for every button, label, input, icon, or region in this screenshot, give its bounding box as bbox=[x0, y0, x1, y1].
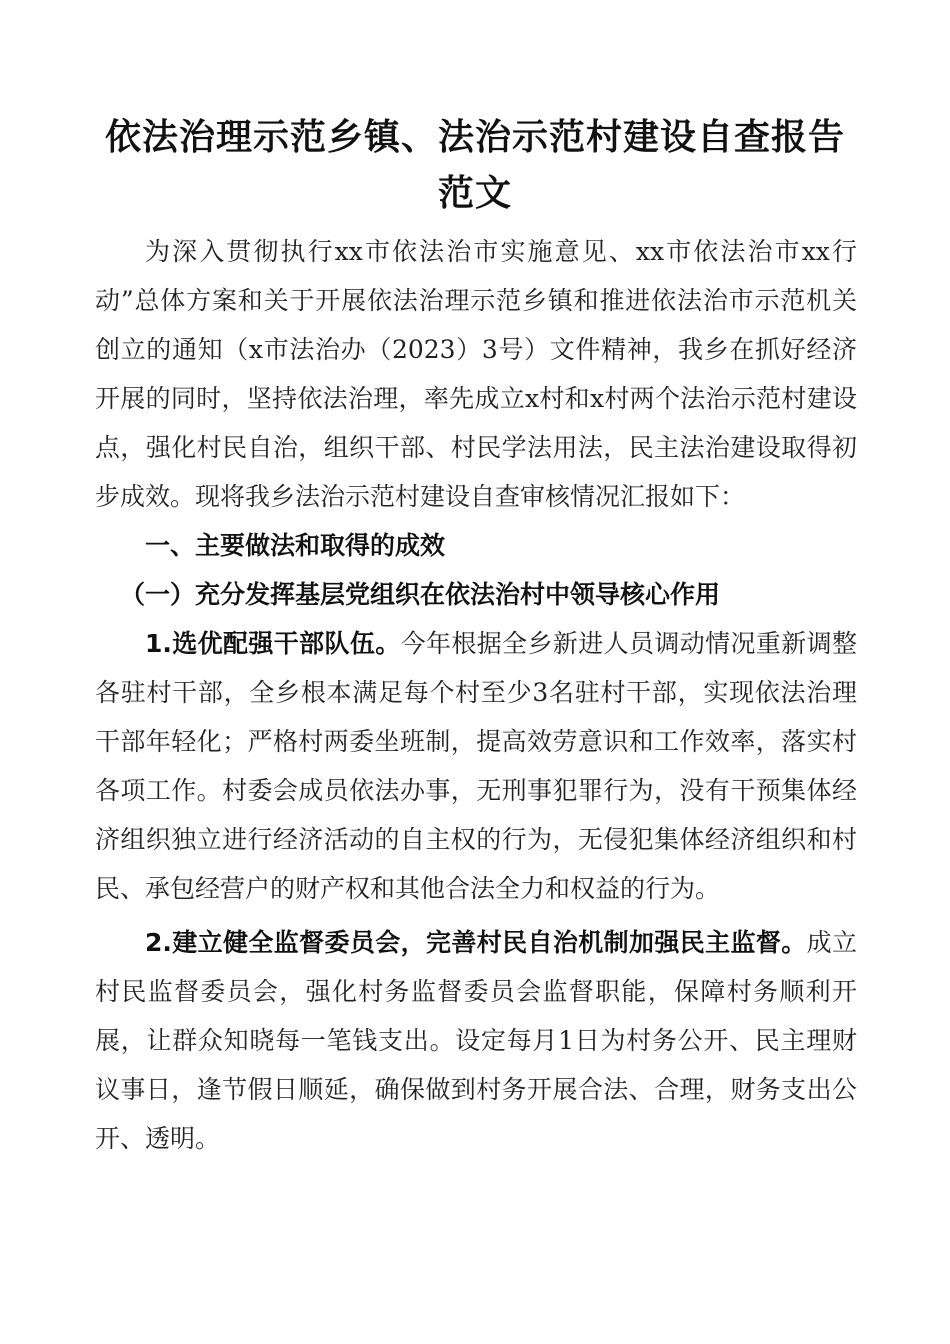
intro-paragraph: 为深入贯彻执行xx市依法治市实施意见、xx市依法治市xx行动”总体方案和关于开展依法治理示范乡镇和推进依法治市示范机关创立的通知（x市法治办（2023）3号）文件精神，我乡在抓好经济开展的同时，坚持依法治理，率先成立x村和x村两个法治示范村建设点，强化村民自治，组织干部、村民学法用法，民主法治建设取得初步成效。现将我乡法治示范村建设自查审核情况汇报如下： bbox=[95, 237, 857, 511]
item-2-lead: 2.建立健全监督委员会，完善村民自治机制加强民主监督。 bbox=[145, 928, 807, 957]
section-heading: 一、主要做法和取得的成效 bbox=[145, 531, 446, 560]
item-1-lead: 1.选优配强干部队伍。 bbox=[145, 629, 401, 658]
item-1-text: 今年根据全乡新进人员调动情况重新调整各驻村干部，全乡根本满足每个村至少3名驻村干部，实现依法治理干部年轻化；严格村两委坐班制，提高效劳意识和工作效率，落实村各项工作。村委会成员依法办事，无刑事犯罪行为，没有干预集体经济组织独立进行经济活动的自主权的行为，无侵犯集体经济组织和村民、承包经营户的财产权和其他合法全力和权益的行为。 bbox=[95, 629, 857, 903]
subsection-heading: （一）充分发挥基层党组织在依法治村中领导核心作用 bbox=[120, 580, 721, 609]
document-body bbox=[95, 227, 857, 1163]
item-2-text: 成立村民监督委员会，强化村务监督委员会监督职能，保障村务顺利开展，让群众知晓每一笔钱支出。设定每月1日为村务公开、民主理财议事日，逢节假日顺延，确保做到村务开展合法、合理，财务支出公开、透明。 bbox=[95, 928, 857, 1153]
item-2-paragraph bbox=[95, 918, 857, 1163]
document-title: 依法治理示范乡镇、法治示范村建设自查报告范文 bbox=[104, 117, 845, 214]
item-1-paragraph bbox=[95, 619, 857, 913]
